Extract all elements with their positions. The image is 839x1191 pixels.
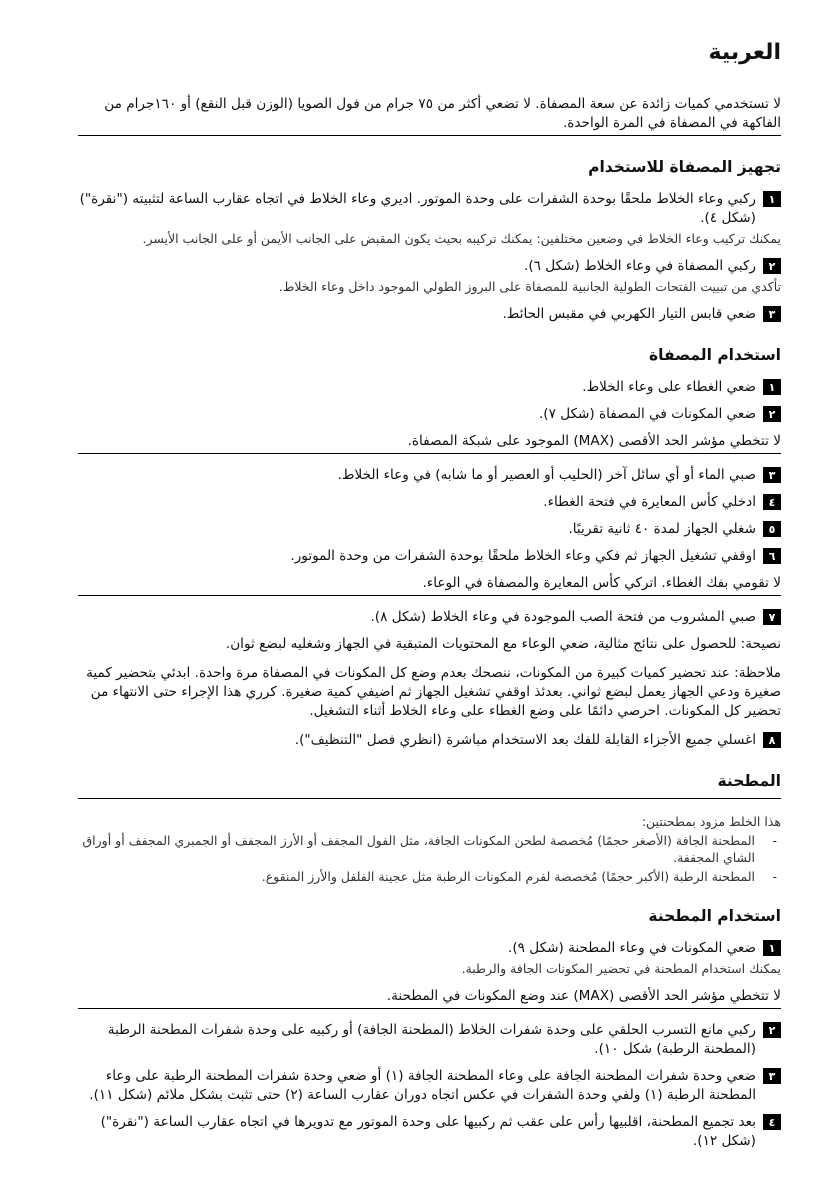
step-text: شغلي الجهاز لمدة ٤٠ ثانية تقريبًا. [568,521,756,537]
step-number-badge: ١ [763,191,781,207]
use-step-8 [78,731,781,750]
mill-step-4 [78,1113,781,1151]
step-text: ضعي المكونات في المصفاة (شكل ٧). [538,406,756,422]
step-text: ضعي قابس التيار الكهربي في مقبس الحائط. [502,306,756,322]
use-step-1 [78,378,781,397]
prep-step-1-note: يمكنك تركيب وعاء الخلاط في وضعين مختلفين: يمكنك تركيبه بحيث يكون المقبض على الجانب الأيمن أو على الجانب الأيسر. [142,231,781,246]
mill-step-1 [78,939,781,958]
step-text: ركبي مانع التسرب الحلقي على وحدة شفرات الخلاط (المطحنة الجافة) أو ركبيه على وحدة شفرات المطحنة الرطبة (المطحنة الرطبة) شكل ١٠). [107,1022,756,1057]
step-number-badge: ١ [763,379,781,395]
step-number-badge: ٢ [763,1022,781,1038]
step-number-badge: ٣ [763,1068,781,1084]
step-text: بعد تجميع المطحنة، اقلبيها رأس على عقب ثم ركبيها على وحدة الموتور مع تدويرها في اتجاه عقارب الساعة ("نقرة") (شكل ١٢). [100,1114,756,1149]
step-number-badge: ٢ [763,258,781,274]
mill-step-3 [78,1067,781,1105]
lid-warning: لا تقومي بفك الغطاء. اتركي كأس المعايرة والمصفاة في الوعاء. [78,574,781,596]
heading-preparing: تجهيز المصفاة للاستخدام [588,158,781,176]
step-text: ضعي المكونات في وعاء المطحنة (شكل ٩). [508,940,756,956]
heading-mill: المطحنة [78,772,781,799]
step-number-badge: ٤ [763,1114,781,1130]
use-step-6 [78,547,781,566]
mill-step-2 [78,1021,781,1059]
max-warning-filter: لا تتخطي مؤشر الحد الأقصى (MAX) الموجود على شبكة المصفاة. [78,432,781,454]
list-item: - المطحنة الرطبة (الأكبر حجمًا) مُخصصة لفرم المكونات الرطبة مثل عجينة الفلفل والأرز المنقوع. [78,868,781,885]
step-text: ركبي وعاء الخلاط ملحقًا بوحدة الشفرات على وحدة الموتور. اديري وعاء الخلاط في اتجاه عقارب الساعة لتثبيته ("نقرة") (شكل ٤). [79,191,756,226]
step-number-badge: ٥ [763,521,781,537]
step-text: اغسلي جميع الأجزاء القابلة للفك بعد الاستخدام مباشرة (انظري فصل "التنظيف"). [294,732,756,748]
prep-step-1 [78,190,781,228]
step-text: صبي المشروب من فتحة الصب الموجودة في وعاء الخلاط (شكل ٨). [370,609,756,625]
list-item: - المطحنة الجافة (الأصغر حجمًا) مُخصصة لطحن المكونات الجافة، مثل الفول المجفف أو الأرز المجفف أو الجمبري المجفف أو أوراق الشاي المجففة. [78,832,781,866]
prep-step-2-note: تأكدي من تبييت الفتحات الطولية الجانبية للمصفاة على البروز الطولي الموجود داخل وعاء الخلاط. [278,279,781,294]
max-warning-mill: لا تتخطي مؤشر الحد الأقصى (MAX) عند وضع المكونات في المطحنة. [78,987,781,1009]
mill-types-list [78,832,781,885]
step-text: صبي الماء أو أي سائل آخر (الحليب أو العصير أو ما شابه) في وعاء الخلاط. [337,467,756,483]
heading-using-filter: استخدام المصفاة [649,346,781,364]
step-number-badge: ٤ [763,494,781,510]
step-text: اوقفي تشغيل الجهاز ثم فكي وعاء الخلاط ملحقًا بوحدة الشفرات من وحدة الموتور. [290,548,756,564]
use-step-3 [78,466,781,485]
use-step-2 [78,405,781,424]
step-text: ادخلي كأس المعايرة في فتحة الغطاء. [543,494,756,510]
step-number-badge: ٣ [763,467,781,483]
remark-text: ملاحظة: عند تحضير كميات كبيرة من المكونات، ننصحك بعدم وضع كل المكونات في المصفاة مرة واحدة. ابدئي بتحضير كمية صغيرة ودعي الجهاز يعمل لبضع ثواني. بعدئذ اوقفي تشغيل الجهاز ثم اضيفي كمية صغيرة. كرري هذا الإجراء حتى الانتهاء من تحضير كل المكونات. احرصي دائمًا على وضع الغطاء على وعاء الخلاط أثناء التشغيل. [86,665,781,719]
use-step-5 [78,520,781,539]
heading-using-mill: استخدام المطحنة [648,907,781,925]
mill-step-1-note: يمكنك استخدام المطحنة في تحضير المكونات الجافة والرطبة. [461,961,781,976]
tip-text: نصيحة: للحصول على نتائج مثالية، ضعي الوعاء مع المحتويات المتبقية في الجهاز وشغليه لبضع ثوان. [225,636,781,652]
step-text: ركبي المصفاة في وعاء الخلاط (شكل ٦). [524,258,756,274]
step-number-badge: ٢ [763,406,781,422]
step-number-badge: ٨ [763,732,781,748]
prep-step-3 [78,305,781,324]
use-step-7 [78,608,781,627]
step-number-badge: ٣ [763,306,781,322]
step-number-badge: ٧ [763,609,781,625]
step-text: ضعي وحدة شفرات المطحنة الجافة على وعاء المطحنة الجافة (١) أو ضعي وحدة شفرات المطحنة الرطبة على وعاء المطحنة الرطبة (١) ولفي وحدة الشفرات في عكس اتجاه دوران عقارب الساعة (٢) حتى تثبت بشكل ملائم (شكل ١١). [89,1068,756,1103]
step-text: ضعي الغطاء على وعاء الخلاط. [582,379,756,395]
prep-step-2 [78,257,781,276]
step-number-badge: ١ [763,940,781,956]
use-step-4 [78,493,781,512]
language-title: العربية [708,40,781,65]
step-number-badge: ٦ [763,548,781,564]
intro-warning: لا تستخدمي كميات زائدة عن سعة المصفاة. لا تضعي أكثر من ٧٥ جرام من فول الصويا (الوزن قبل النقع) أو ١٦٠جرام من الفاكهة في المصفاة في المرة الواحدة. [78,95,781,136]
mill-intro: هذا الخلط مزود بمطحنتين: [641,814,781,829]
